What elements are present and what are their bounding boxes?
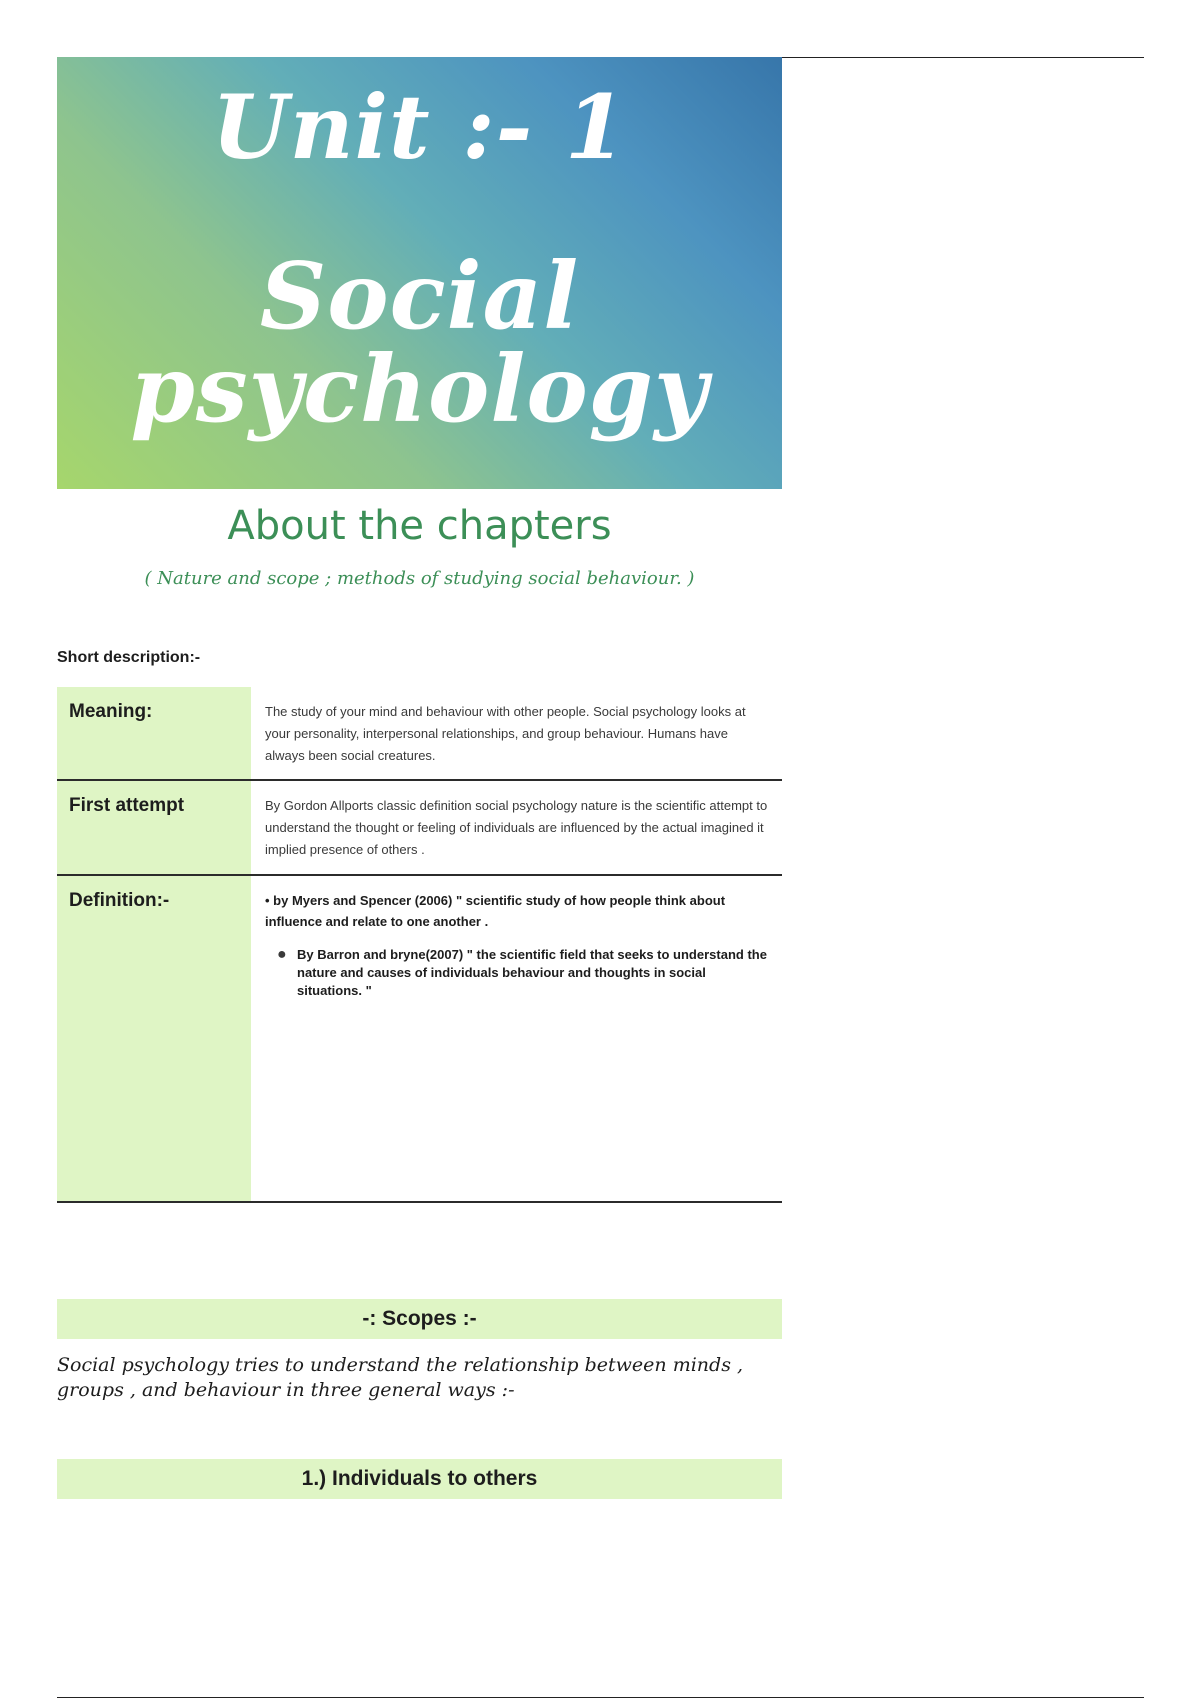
section-individuals-heading: 1.) Individuals to others [57, 1459, 782, 1499]
definition-barron-bryne: By Barron and bryne(2007) " the scientific field that seeks to understand the nature and causes of individuals behaviour and thoughts in social situations. " [297, 947, 767, 998]
short-description-label: Short description:- [57, 649, 201, 666]
scopes-heading: -: Scopes :- [57, 1299, 782, 1339]
description-table [57, 687, 782, 1203]
bullet-dot-icon: ● [277, 946, 287, 963]
banner-title-line-2: psychology [130, 335, 709, 443]
scopes-text: Social psychology tries to understand the relationship between minds , groups , and behaviour in three general ways :- [57, 1354, 744, 1401]
title-banner [57, 57, 782, 489]
table-row-meaning [57, 687, 782, 781]
about-title: About the chapters [227, 503, 612, 549]
table-row-first-attempt [57, 781, 782, 876]
row-label-meaning: Meaning: [57, 687, 253, 779]
about-subtitle: ( Nature and scope ; methods of studying social behaviour. ) [144, 568, 695, 589]
definition-myers-spencer: • by Myers and Spencer (2006) " scientific study of how people think about influence and relate to one another . [265, 893, 726, 929]
bottom-rule [57, 1697, 1144, 1698]
row-label-definition: Definition:- [57, 876, 253, 1201]
row-text-first-attempt: By Gordon Allports classic definition social psychology nature is the scientific attempt to understand the thought or feeling of individuals are influenced by the actual imagined it implied presence of others . [265, 798, 768, 857]
top-rule [782, 57, 1144, 58]
row-text-meaning: The study of your mind and behaviour with other people. Social psychology looks at your personality, interpersonal relationships, and group behaviour. Humans have always been social creatures. [265, 704, 746, 763]
banner-unit-title: Unit :- 1 [211, 75, 628, 179]
table-row-definition [57, 876, 782, 1203]
row-label-first-attempt: First attempt [57, 781, 253, 874]
row-content-definition [253, 876, 782, 1201]
definition-bullet-item [265, 946, 770, 1000]
banner-title-line-1: Social [259, 242, 580, 350]
